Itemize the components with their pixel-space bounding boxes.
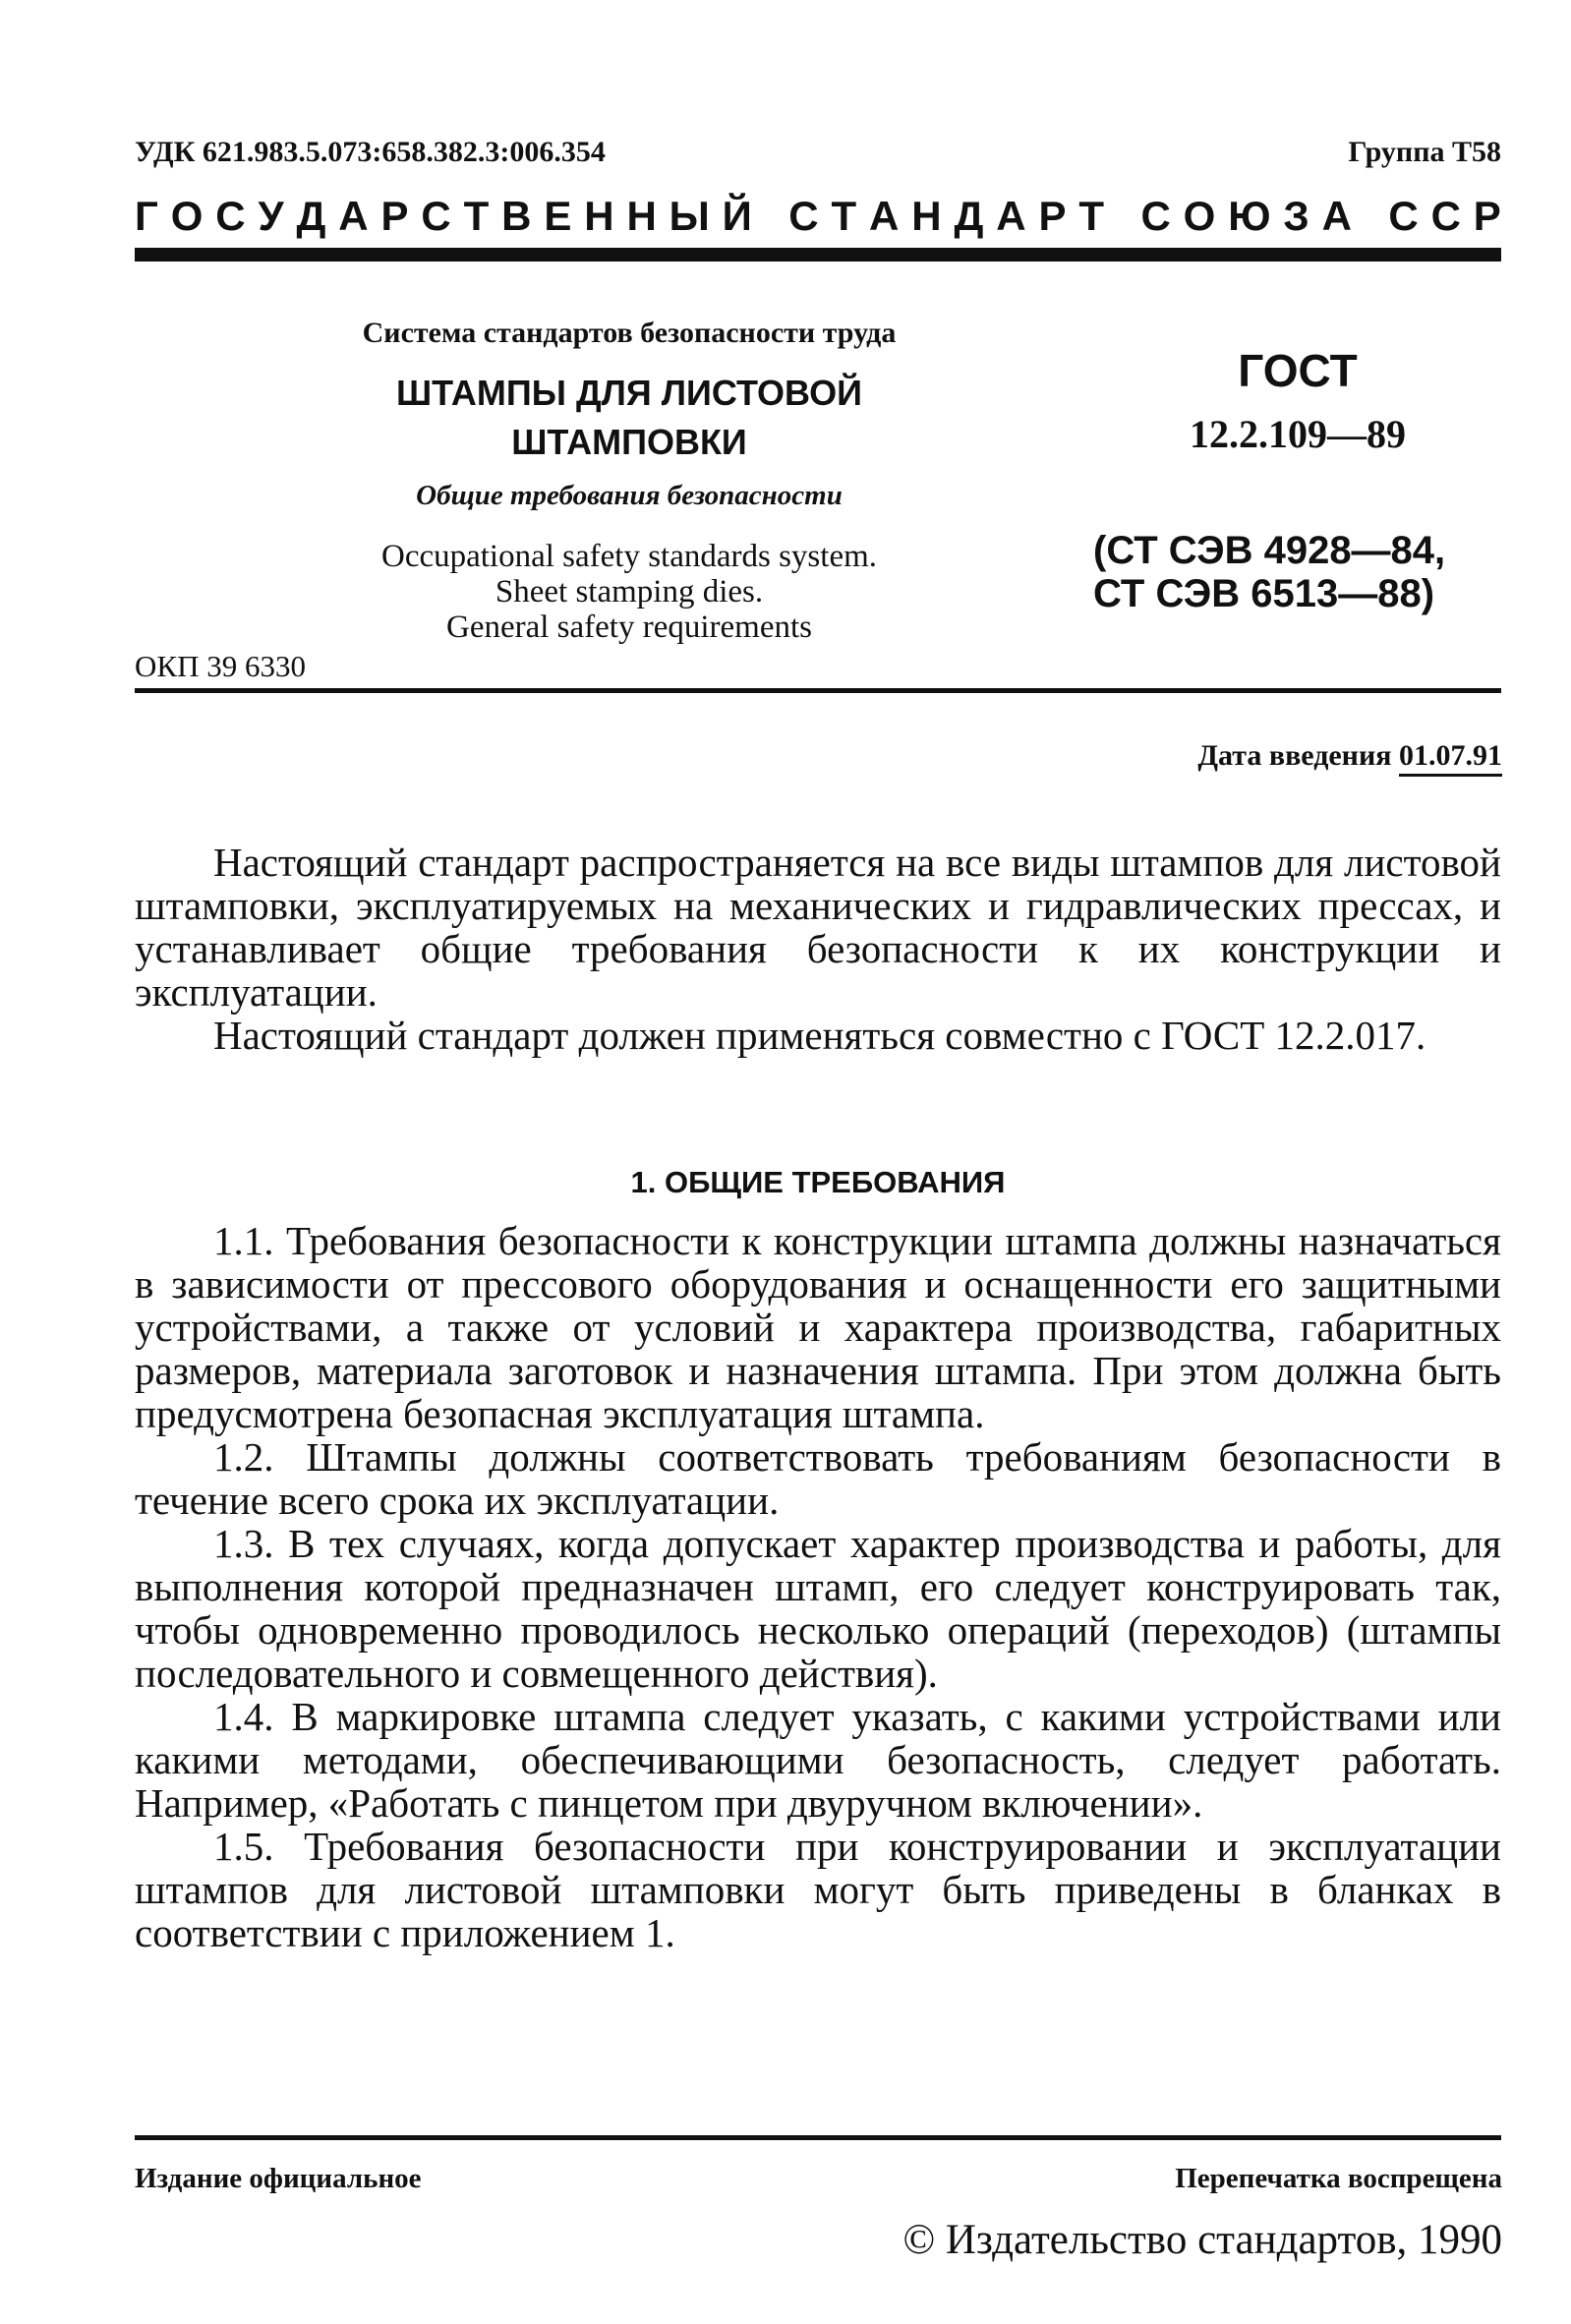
reprint-note: Перепечатка воспрещена bbox=[1175, 2163, 1502, 2194]
title-letter: А bbox=[338, 193, 369, 239]
title-letter: Н bbox=[911, 193, 942, 239]
title-letter: Р bbox=[380, 193, 409, 239]
sev-references bbox=[1093, 529, 1516, 615]
title-letter: Т bbox=[1078, 193, 1105, 239]
title-rule bbox=[135, 688, 1501, 693]
title-letter: З bbox=[1283, 193, 1309, 239]
system-name: Система стандартов безопасности труда bbox=[362, 317, 897, 349]
requirement-item: 1.5. Требования безопасности при конструировании и эксплуатации штампов для листовой штамповки могут быть приведены в бланках в соответствии с приложением 1. bbox=[135, 1824, 1501, 1955]
okp-code: ОКП 39 6330 bbox=[135, 649, 306, 683]
date-label: Дата введения bbox=[1197, 739, 1392, 772]
title-line-2: ШТАМПОВКИ bbox=[511, 422, 747, 462]
title-letter: Ы bbox=[669, 193, 710, 239]
title-letter: С bbox=[421, 193, 451, 239]
group-code: Группа Т58 bbox=[1348, 136, 1501, 168]
requirement-item: 1.1. Требования безопасности к конструкции штампа должны назначаться в зависимости от прессового оборудования и оснащенности его защитными устройствами, а также от условий и характера производства, габаритных размеров, материала заготовок и назначения штампа. При этом должна быть предусмотрена безопасная эксплуатация штампа. bbox=[135, 1218, 1501, 1436]
date-value: 01.07.91 bbox=[1399, 739, 1502, 777]
title-letter: У bbox=[258, 193, 284, 239]
sev-line-1: (СТ СЭВ 4928—84, bbox=[1093, 529, 1446, 572]
english-line-3: General safety requirements bbox=[446, 610, 812, 645]
gost-label: ГОСТ bbox=[1238, 345, 1358, 396]
intro-paragraph: Настоящий стандарт должен применяться совместно с ГОСТ 12.2.017. bbox=[213, 1013, 1426, 1058]
copyright-line: © Издательство стандартов, 1990 bbox=[902, 2217, 1502, 2263]
title-letter: С bbox=[1388, 193, 1419, 239]
english-line-2: Sheet stamping dies. bbox=[495, 574, 764, 610]
title-letter: Ю bbox=[1228, 193, 1271, 239]
requirements-text bbox=[135, 1219, 1501, 1954]
title-letter: С bbox=[788, 193, 819, 239]
udk-code: УДК 621.983.5.073:658.382.3:006.354 bbox=[135, 136, 606, 168]
title-letter: Н bbox=[584, 193, 614, 239]
requirement-item: 1.4. В маркировке штампа следует указать, с какими устройствами или какими методами, обеспечивающими безопасность, следует работать. Например, «Работать с пинцетом при двуручном включении». bbox=[135, 1694, 1501, 1826]
requirement-item: 1.3. В тех случаях, когда допускает характер производства и работы, для выполнения которой предназначен штамп, его следует конструировать так, чтобы одновременно проводилось несколько операций (переходов) (штампы последовательного и совмещенного действия). bbox=[135, 1521, 1501, 1696]
title-letter: С bbox=[1430, 193, 1461, 239]
english-line-1: Occupational safety standards system. bbox=[380, 539, 878, 574]
title-letter: А bbox=[869, 193, 900, 239]
title-letter: Д bbox=[954, 193, 984, 239]
requirement-item: 1.2. Штампы должны соответствовать требованиям безопасности в течение всего срока их эксплуатации. bbox=[135, 1434, 1501, 1523]
title-letter: Е bbox=[544, 193, 572, 239]
title-letter bbox=[1365, 193, 1376, 240]
english-title bbox=[246, 539, 1013, 645]
title-letter: О bbox=[1183, 193, 1216, 239]
title-letter: А bbox=[1321, 193, 1352, 239]
title-letter: В bbox=[501, 193, 532, 239]
title-letter: А bbox=[996, 193, 1026, 239]
introduction-date bbox=[885, 739, 1502, 773]
title-letter: Г bbox=[135, 193, 158, 239]
title-letter: С bbox=[215, 193, 246, 239]
state-standard-title bbox=[135, 193, 1501, 240]
edition-note: Издание официальное bbox=[135, 2163, 422, 2194]
intro-text bbox=[135, 841, 1501, 1057]
title-letter: Д bbox=[296, 193, 326, 239]
title-letter: Р bbox=[1473, 193, 1501, 239]
title-letter: Й bbox=[722, 193, 752, 239]
gost-number: 12.2.109—89 bbox=[1190, 412, 1406, 456]
title-letter bbox=[765, 193, 777, 240]
section-heading: 1. ОБЩИЕ ТРЕБОВАНИЯ bbox=[630, 1165, 1006, 1199]
document-subtitle: Общие требования безопасности bbox=[416, 480, 843, 511]
title-letter: С bbox=[1140, 193, 1171, 239]
intro-paragraph: Настоящий стандарт распространяется на все виды штампов для листовой штамповки, эксплуатируемых на механических и гидравлических прессах, и устанавливает общие требования безопасности к их конструкции и эксплуатации. bbox=[135, 840, 1501, 1015]
title-letter: Т bbox=[463, 193, 490, 239]
footer-rule bbox=[135, 2135, 1501, 2140]
header-line bbox=[135, 136, 1501, 169]
title-letter: О bbox=[170, 193, 204, 239]
header-rule bbox=[135, 248, 1501, 261]
title-letter: Т bbox=[831, 193, 857, 239]
sev-line-2: СТ СЭВ 6513—88) bbox=[1093, 572, 1435, 615]
title-line-1: ШТАМПЫ ДЛЯ ЛИСТОВОЙ bbox=[395, 373, 863, 413]
title-letter: Р bbox=[1038, 193, 1067, 239]
document-title bbox=[246, 369, 1013, 467]
title-letter: Н bbox=[626, 193, 657, 239]
title-letter bbox=[1117, 193, 1129, 240]
